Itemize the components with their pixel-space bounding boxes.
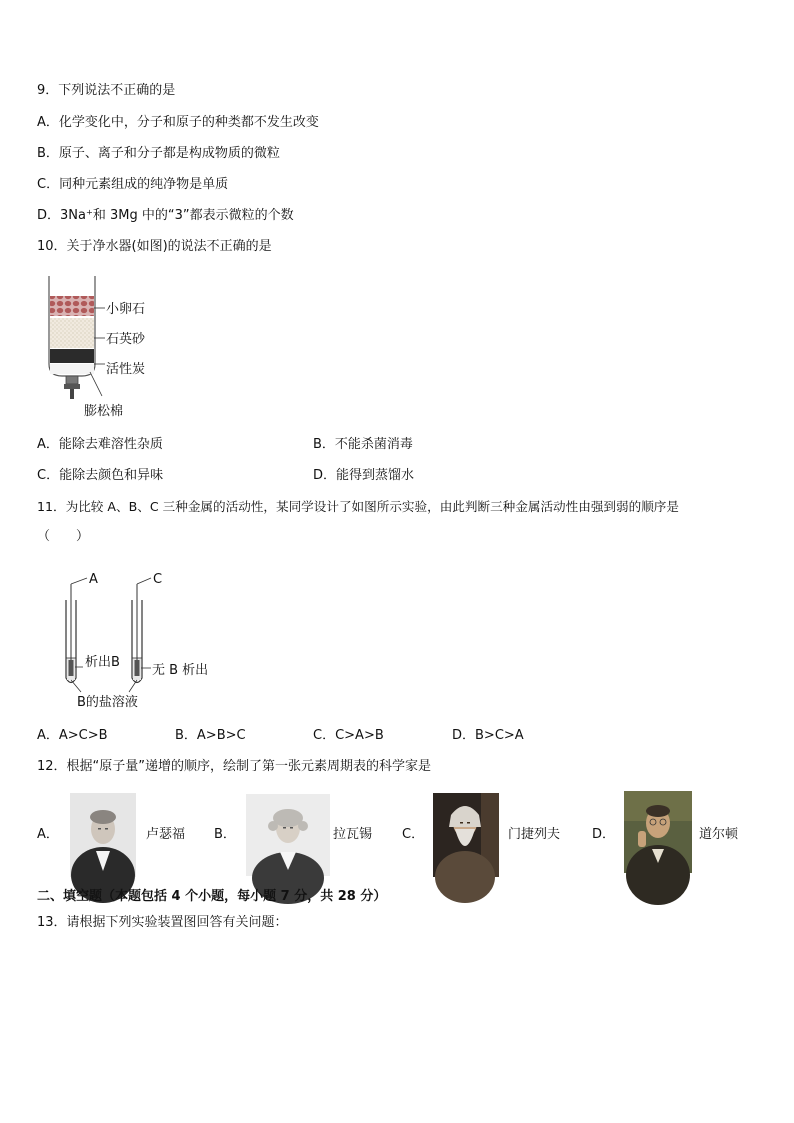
portrait-b [246, 794, 330, 876]
q11-option-c: C．C>A>B [313, 728, 384, 743]
water-purifier-figure [40, 272, 170, 422]
q9-option-b: B．原子、离子和分子都是构成物质的微粒 [37, 146, 280, 161]
portrait-d [624, 791, 692, 873]
carbon-layer [50, 349, 94, 363]
q12-option-d-name: 道尔顿 [699, 827, 739, 842]
label-solution: B的盐溶液 [77, 695, 138, 710]
label-result-c: 无 B 析出 [152, 663, 209, 678]
label-carbon: 活性炭 [106, 362, 146, 377]
test-tube-figure [55, 570, 225, 715]
q11-answer-paren: （ ） [37, 529, 90, 544]
cotton-layer [50, 364, 94, 374]
section-2-title: 二、填空题（本题包括 4 个小题，每小题 7 分，共 28 分） [37, 889, 387, 904]
q9-option-d: D．3Na⁺和 3Mg 中的“3”都表示微粒的个数 [37, 208, 294, 223]
metal-strip-a [69, 660, 74, 676]
q12-option-a-name: 卢瑟福 [146, 827, 186, 842]
q10-option-a: A．能除去难溶性杂质 [37, 437, 163, 452]
q11-option-d: D．B>C>A [452, 728, 524, 743]
label-cotton: 膨松棉 [84, 404, 124, 419]
q11-option-a: A．A>C>B [37, 728, 108, 743]
q13-stem: 13．请根据下列实验装置图回答有关问题： [37, 915, 288, 930]
q10-option-b: B．不能杀菌消毒 [313, 437, 413, 452]
q10-option-c: C．能除去颜色和异味 [37, 468, 164, 483]
q10-option-d: D．能得到蒸馏水 [313, 468, 415, 483]
label-sand: 石英砂 [106, 332, 146, 347]
q12-option-c-letter: C． [402, 827, 425, 842]
q12-option-c-name: 门捷列夫 [508, 827, 561, 842]
outlet-valve [66, 376, 78, 384]
q12-option-d-letter: D． [592, 827, 616, 842]
label-tube-c: C [153, 572, 163, 587]
q12-option-b-letter: B． [214, 827, 236, 842]
portrait-c [433, 793, 499, 877]
q10-stem: 10．关于净水器(如图)的说法不正确的是 [37, 239, 272, 254]
q12-stem: 12．根据“原子量”递增的顺序，绘制了第一张元素周期表的科学家是 [37, 759, 432, 774]
q9-option-c: C．同种元素组成的纯净物是单质 [37, 177, 229, 192]
label-pebble: 小卵石 [106, 302, 146, 317]
portrait-a [70, 793, 136, 877]
label-tube-a: A [89, 572, 98, 587]
metal-strip-c [135, 660, 140, 676]
q11-stem: 11．为比较 A、B、C 三种金属的活动性，某同学设计了如图所示实验，由此判断三种金属活动性由强到弱的顺序是 [37, 499, 679, 514]
sand-layer [50, 318, 94, 348]
q12-option-a-letter: A． [37, 827, 59, 842]
label-result-a: 析出B [85, 655, 120, 670]
q11-option-b: B．A>B>C [175, 728, 246, 743]
q12-option-b-name: 拉瓦锡 [333, 827, 373, 842]
pebble-layer [50, 296, 94, 316]
q9-option-a: A．化学变化中，分子和原子的种类都不发生改变 [37, 115, 319, 130]
q9-stem: 9．下列说法不正确的是 [37, 83, 176, 98]
